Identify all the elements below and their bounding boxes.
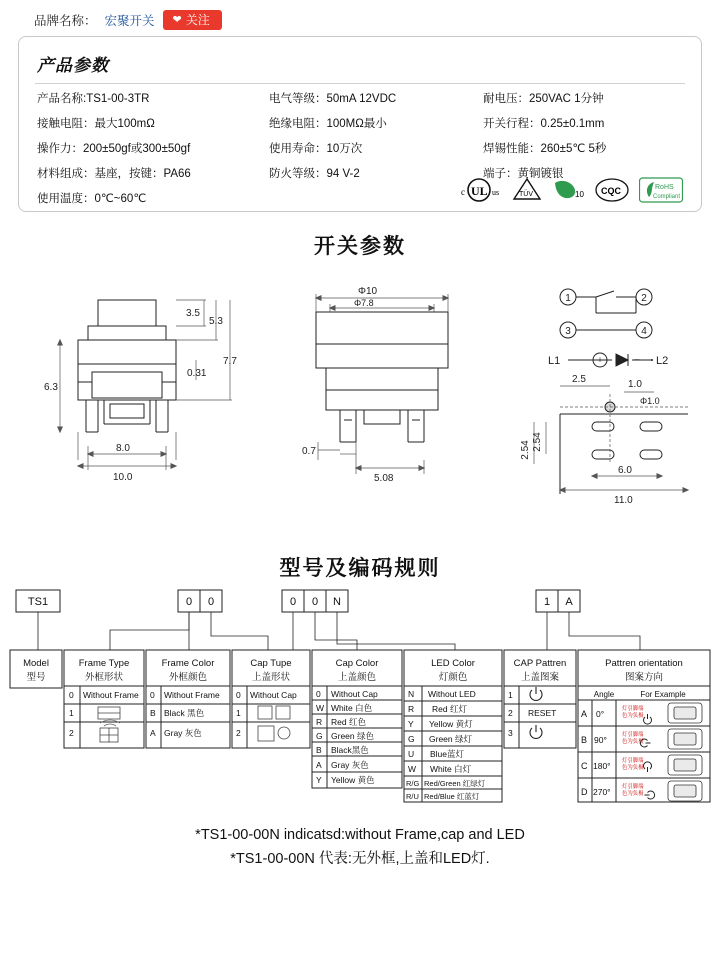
ledcolor-text-RU: Red/Blue 红蓝灯: [424, 792, 480, 802]
spec-cell: 电气等级：50mA 12VDC: [269, 93, 397, 106]
orientation-code-C: C: [581, 761, 588, 772]
frametype-text-0: Without Frame: [83, 690, 139, 701]
note-cn: *TS1-00-00N 代表:无外框,上盖和LED灯.: [230, 851, 490, 868]
coding-area: [0, 586, 720, 821]
svg-text:RoHS: RoHS: [655, 184, 674, 192]
dim-2-54-a: 2.54: [532, 432, 543, 453]
dim-10-0: 10.0: [113, 472, 133, 484]
orientation-note-A-1: 灯引脚端: [622, 706, 644, 713]
switch-params-title: 开关参数: [314, 235, 406, 259]
orientation-code-B: B: [581, 735, 588, 746]
brand-label: 品牌名称：: [34, 14, 97, 29]
dim-11-0: 11.0: [614, 495, 633, 507]
framecolor-code-B: B: [150, 708, 156, 719]
col-header-ledcolor-en: LED Color: [431, 658, 475, 670]
ledcolor-text-Y: Yellow 黄灯: [429, 719, 473, 730]
orientation-note-D-1: 灯引脚端: [622, 784, 644, 791]
col-header-capcolor-cn: 上盖颜色: [337, 672, 377, 684]
brand-name[interactable]: 宏聚开关: [104, 14, 155, 29]
part-box-6: 1: [543, 596, 551, 609]
dim-5-08: 5.08: [374, 473, 394, 485]
part-box-3: 0: [289, 596, 297, 609]
capcolor-code-G: G: [316, 731, 323, 742]
spec-cell: 操作力：200±50gf或300±50gf: [37, 143, 191, 156]
dim-2-54-b: 2.54: [520, 440, 531, 461]
capcolor-text-A: Gray 灰色: [331, 760, 369, 771]
pin-3: 3: [565, 326, 571, 338]
orientation-sub-angle: Angle: [593, 690, 615, 700]
pin-4: 4: [641, 326, 647, 338]
follow-button[interactable]: [163, 10, 222, 30]
col-header-ledcolor-cn: 灯颜色: [438, 672, 468, 684]
svg-text:+: +: [597, 355, 603, 366]
dim-phi-7-8: Φ7.8: [354, 298, 374, 309]
orientation-note-A-2: 色为负极: [622, 713, 644, 720]
ledcolor-code-RG: R/G: [406, 779, 420, 789]
framecolor-text-0: Without Frame: [164, 690, 220, 701]
label-L2: L2: [656, 355, 669, 368]
cappattren-code-3: 3: [508, 728, 513, 739]
spec-cell: 开关行程：0.25±0.1mm: [483, 118, 605, 131]
spec-cell: 防火等级：94 V-2: [269, 168, 360, 181]
part-box-1: 0: [185, 596, 193, 609]
kc-cert-icon: [551, 177, 585, 203]
svg-text:10: 10: [575, 190, 584, 200]
col-header-cappattren-cn: 上盖图案: [520, 672, 560, 684]
capcolor-code-0: 0: [316, 689, 321, 700]
part-box-4: 0: [311, 596, 319, 609]
col-header-orientation-en: Pattren orientation: [605, 658, 683, 670]
spec-card: [18, 36, 702, 212]
framecolor-text-A: Gray 灰色: [164, 728, 202, 739]
note-en: *TS1-00-00N indicatsd:without Frame,cap and LED: [195, 827, 525, 844]
spec-cell: [269, 192, 483, 207]
col-header-framecolor-cn: 外框颜色: [168, 672, 208, 684]
dim-6-0: 6.0: [618, 465, 632, 477]
heart-icon: ❤: [172, 13, 182, 26]
col-header-captupe-en: Cap Tupe: [250, 658, 292, 670]
spec-cell: 绝缘电阻：100MΩ最小: [269, 118, 387, 131]
orientation-note-C-1: 灯引脚端: [622, 758, 644, 765]
part-box-5: N: [333, 596, 341, 609]
capcolor-code-B: B: [316, 745, 322, 756]
dim-8-0: 8.0: [116, 443, 130, 455]
spec-cell: 使用温度：0℃~60℃: [37, 193, 147, 206]
captupe-text-0: Without Cap: [250, 690, 297, 701]
col-header-model-en: Model: [23, 658, 49, 670]
spec-cell: 耐电压：250VAC 1分钟: [483, 93, 604, 106]
part-box-2: 0: [207, 596, 215, 609]
svg-text:−: −: [634, 355, 640, 367]
framecolor-text-B: Black 黑色: [164, 708, 205, 719]
follow-button-label: 关注: [185, 13, 210, 27]
ledcolor-code-Y: Y: [408, 719, 414, 730]
capcolor-text-Y: Yellow 黄色: [331, 775, 375, 786]
ledcolor-code-G: G: [408, 734, 415, 745]
capcolor-code-W: W: [316, 703, 325, 714]
frametype-code-2: 2: [69, 728, 74, 739]
part-box-7: A: [565, 596, 573, 609]
ledcolor-text-R: Red 红灯: [432, 704, 467, 715]
ledcolor-code-RU: R/U: [406, 792, 419, 802]
pin-2: 2: [641, 293, 647, 305]
col-header-captupe-cn: 上盖形状: [251, 672, 291, 684]
orientation-note-C-2: 色为负极: [622, 765, 644, 772]
rohs-cert-icon: [639, 177, 683, 203]
ledcolor-text-RG: Red/Green 红绿灯: [424, 779, 486, 789]
certification-logos: [461, 177, 683, 203]
capcolor-code-R: R: [316, 717, 323, 728]
drawings-area: [0, 264, 720, 534]
ledcolor-code-W: W: [408, 764, 417, 775]
captupe-code-2: 2: [236, 728, 241, 739]
orientation-angle-C: 180°: [593, 761, 611, 772]
frametype-code-0: 0: [69, 690, 74, 701]
tuv-cert-icon: [512, 177, 542, 203]
ledcolor-text-W: White 白灯: [430, 764, 472, 775]
orientation-code-A: A: [581, 709, 588, 720]
dim-phi-1-0: Φ1.0: [640, 396, 660, 407]
capcolor-text-B: Black黑色: [331, 745, 369, 756]
col-header-model-cn: 型号: [26, 672, 46, 684]
ledcolor-text-N: Without LED: [428, 689, 476, 700]
dim-7-7: 7.7: [223, 356, 237, 368]
svg-text:TÜV: TÜV: [519, 191, 533, 199]
dim-2-5: 2.5: [572, 374, 586, 386]
orientation-angle-D: 270°: [593, 787, 611, 798]
framecolor-code-0: 0: [150, 690, 155, 701]
label-L1: L1: [548, 355, 561, 368]
ul-cert-icon: [461, 177, 503, 203]
orientation-note-D-2: 色为负极: [622, 791, 644, 798]
spec-cell: 接触电阻：最大100mΩ: [37, 118, 155, 131]
dim-1-0: 1.0: [628, 379, 642, 391]
svg-text:Compliant: Compliant: [653, 194, 681, 201]
capcolor-code-A: A: [316, 760, 322, 771]
col-header-cappattren-en: CAP Pattren: [513, 658, 567, 670]
orientation-note-B-2: 色为负极: [622, 739, 644, 746]
orientation-note-B-1: 灯引脚端: [622, 732, 644, 739]
svg-text:CQC: CQC: [601, 186, 621, 197]
dim-3-5: 3.5: [186, 308, 200, 320]
spec-cell: 焊锡性能：260±5℃ 5秒: [483, 143, 607, 156]
orientation-sub-example: For Example: [640, 690, 686, 700]
spec-card-title: 产品参数: [37, 56, 109, 76]
svg-text:us: us: [492, 188, 500, 198]
capcolor-text-G: Green 绿色: [331, 731, 374, 742]
capcolor-text-0: Without Cap: [331, 689, 378, 700]
col-header-orientation-cn: 图案方向: [624, 672, 664, 684]
cappattren-text-2: RESET: [528, 708, 557, 719]
col-header-capcolor-en: Cap Color: [335, 658, 379, 670]
coding-title: 型号及编码规则: [279, 557, 441, 581]
cappattren-code-1: 1: [508, 690, 513, 701]
ledcolor-code-U: U: [408, 749, 415, 760]
framecolor-code-A: A: [150, 728, 156, 739]
col-header-frametype-en: Frame Type: [78, 658, 130, 670]
captupe-code-1: 1: [236, 708, 241, 719]
frametype-code-1: 1: [69, 708, 74, 719]
capcolor-code-Y: Y: [316, 775, 322, 786]
orientation-code-D: D: [581, 787, 588, 798]
col-header-frametype-cn: 外框形状: [84, 672, 124, 684]
orientation-angle-A: 0°: [596, 709, 605, 720]
svg-text:c: c: [461, 187, 465, 198]
capcolor-text-W: White 白色: [331, 703, 373, 714]
dim-5-3: 5.3: [209, 316, 223, 328]
captupe-code-0: 0: [236, 690, 241, 701]
col-header-framecolor-en: Frame Color: [161, 658, 215, 670]
spec-cell: 产品名称:TS1-00-3TR: [37, 93, 150, 106]
spec-cell: 使用寿命：10万次: [269, 143, 363, 156]
spec-cell: 材料组成：基座，按键：PA66: [37, 168, 191, 181]
svg-text:UL: UL: [471, 184, 488, 199]
capcolor-text-R: Red 红色: [331, 717, 366, 728]
cappattren-code-2: 2: [508, 708, 513, 719]
ledcolor-text-G: Green 绿灯: [429, 734, 472, 745]
ledcolor-code-R: R: [408, 704, 415, 715]
brand-bar: [0, 0, 720, 36]
ledcolor-code-N: N: [408, 689, 415, 700]
pin-1: 1: [565, 293, 571, 305]
ledcolor-text-U: Blue蓝灯: [430, 749, 465, 760]
cqc-cert-icon: [594, 177, 630, 203]
dim-0-31: 0.31: [187, 368, 207, 380]
dim-0-7: 0.7: [302, 446, 316, 458]
spec-cell: 端子：黄铜镀银: [483, 168, 564, 181]
dim-phi-10: Φ10: [358, 286, 378, 298]
dim-6-3: 6.3: [44, 382, 58, 394]
orientation-angle-B: 90°: [594, 735, 607, 746]
part-box-ts1: TS1: [27, 596, 49, 609]
